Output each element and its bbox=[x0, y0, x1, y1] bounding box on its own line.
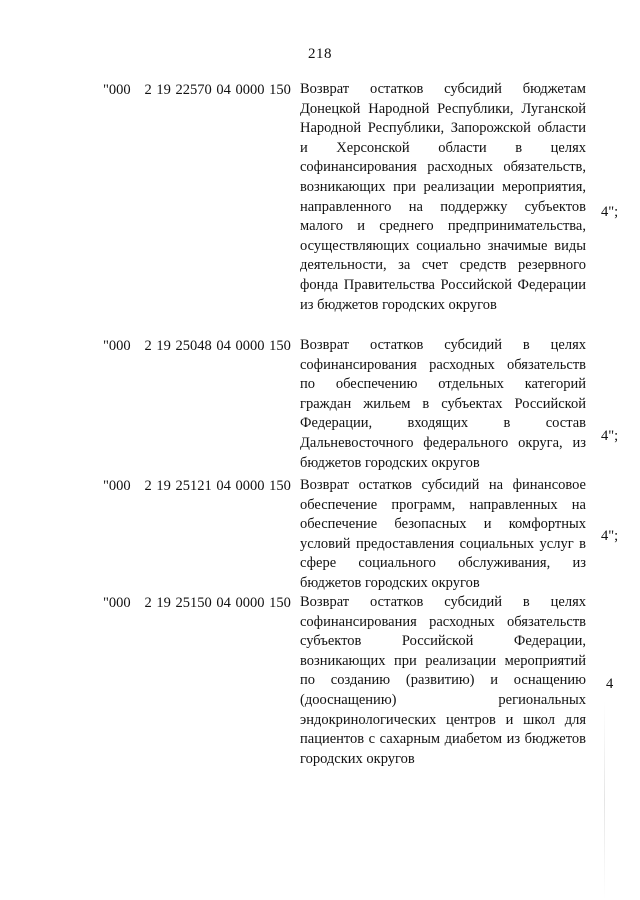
classification-code: "000 2 19 25048 04 0000 150 bbox=[103, 338, 291, 354]
row-description: Возврат остатков субсидий в целях софинансирования расходных обязательств по обеспечению отдельных категорий граждан жильем в субъектах Российской Федерации, входящих в состав Дальневосточного федерального округа, из бюджетов городских округов bbox=[300, 337, 586, 471]
classification-code: "000 2 19 25150 04 0000 150 bbox=[103, 595, 291, 611]
classification-code: "000 2 19 22570 04 0000 150 bbox=[103, 82, 291, 98]
row-description: Возврат остатков субсидий на финансовое обеспечение программ, направленных на обеспечение безопасных и комфортных условий предоставления социальных услуг в сфере социального обслуживания, из бюджетов городских округов bbox=[300, 477, 586, 591]
classification-code: "000 2 19 25121 04 0000 150 bbox=[103, 478, 291, 494]
column-value: 4"; bbox=[601, 204, 619, 220]
column-value: 4 bbox=[606, 676, 614, 692]
page-number: 218 bbox=[308, 46, 332, 62]
scan-artifact-line bbox=[604, 700, 605, 900]
row-description: Возврат остатков субсидий бюджетам Донецкой Народной Республики, Луганской Народной Республики, Запорожской области и Херсонской области в целях софинансирования расходных обязательств, возникающих при реализации мероприятия, направленного на поддержку субъектов малого и среднего предпринимательства, осуществляющих социально значимые виды деятельности, за счет средств резервного фонда Правительства Российской Федерации из бюджетов городских округов bbox=[300, 81, 586, 313]
column-value: 4"; bbox=[601, 428, 619, 444]
row-description: Возврат остатков субсидий в целях софинансирования расходных обязательств субъектов Российской Федерации, возникающих при реализации мероприятий по созданию (развитию) и оснащению (дооснащению) региональных эндокринологических центров и школ для пациентов с сахарным диабетом из бюджетов городских округов bbox=[300, 594, 586, 767]
column-value: 4"; bbox=[601, 528, 619, 544]
